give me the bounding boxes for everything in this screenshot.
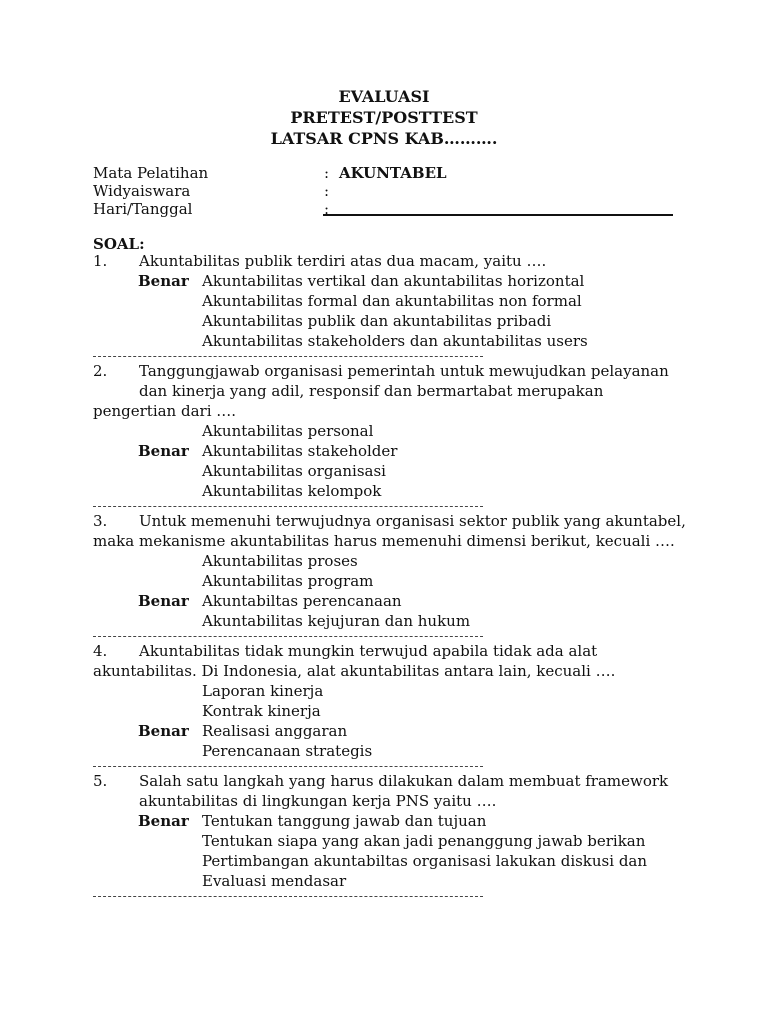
answer-option [93,721,693,741]
question-line [93,401,693,421]
answer-option [93,481,693,501]
meta-label: Widyaiswara [93,182,191,200]
answer-option-text: Akuntabilitas organisasi [202,462,386,480]
question-line [93,791,693,811]
answer-option-text: Perencanaan strategis [202,742,373,760]
correct-answer-marker: Benar [138,592,189,610]
question-text: Akuntabilitas tidak mungkin terwujud apabila tidak ada alat [139,642,598,660]
title-line-evaluasi: EVALUASI [338,87,430,106]
answer-option-text: Akuntabilitas kelompok [202,482,382,500]
answer-option [93,441,693,461]
soal-heading: SOAL: [93,235,145,253]
question-number: 1. [93,252,108,270]
answer-option [93,871,693,891]
answer-option-text: Laporan kinerja [202,682,324,700]
answer-option-text: Akuntabilitas proses [202,552,358,570]
meta-colon: : [324,164,330,182]
answer-option-text: Akuntabilitas kejujuran dan hukum [202,612,471,630]
question-divider [93,761,693,771]
answer-option-text: Akuntabilitas formal dan akuntabilitas non formal [202,292,582,310]
answer-option [93,851,693,871]
correct-answer-marker: Benar [138,442,189,460]
answer-option [93,421,693,441]
answer-option-text: Evaluasi mendasar [202,872,347,890]
correct-answer-marker: Benar [138,812,189,830]
meta-label: Mata Pelatihan [93,164,209,182]
question-text: dan kinerja yang adil, responsif dan bermartabat merupakan [139,382,604,400]
answer-option [93,331,693,351]
question-divider [93,351,693,361]
question-line [93,661,693,681]
question-line [93,511,693,531]
question-text: Tanggungjawab organisasi pemerintah untuk mewujudkan pelayanan [139,362,669,380]
answer-option-text: Realisasi anggaran [202,722,348,740]
answer-option [93,611,693,631]
question-divider [93,501,693,511]
meta-label: Hari/Tanggal [93,200,193,218]
question-text: akuntabilitas di lingkungan kerja PNS yaitu …. [139,792,497,810]
answer-option-text: Akuntabiltas perencanaan [202,592,402,610]
answer-option-text: Tentukan tanggung jawab dan tujuan [202,812,487,830]
question-text: pengertian dari …. [93,402,237,420]
question-number: 2. [93,362,108,380]
answer-option-text: Akuntabilitas publik dan akuntabilitas pribadi [202,312,552,330]
answer-option [93,811,693,831]
question-line [93,531,693,551]
question-text: maka mekanisme akuntabilitas harus memenuhi dimensi berikut, kecuali …. [93,532,675,550]
question-list [93,251,693,901]
question-line [93,641,693,661]
answer-option-text: Akuntabilitas personal [202,422,374,440]
meta-info [93,164,673,218]
answer-option [93,701,693,721]
question-text: Salah satu langkah yang harus dilakukan dalam membuat framework [139,772,669,790]
meta-value-mata-pelatihan: AKUNTABEL [339,164,447,182]
document-title [0,86,768,149]
answer-option [93,271,693,291]
question-item [93,361,693,511]
answer-option-text: Akuntabilitas vertikal dan akuntabilitas horizontal [202,272,585,290]
meta-row-mata-pelatihan [93,164,673,182]
answer-option-text: Pertimbangan akuntabiltas organisasi lakukan diskusi dan [202,852,648,870]
question-item [93,771,693,901]
question-line [93,251,693,271]
answer-option [93,291,693,311]
correct-answer-marker: Benar [138,272,189,290]
answer-option-text: Tentukan siapa yang akan jadi penanggung jawab berikan [202,832,646,850]
question-line [93,771,693,791]
title-line-latsar: LATSAR CPNS KAB………. [270,129,498,148]
correct-answer-marker: Benar [138,722,189,740]
answer-option [93,461,693,481]
question-item [93,641,693,771]
question-line [93,361,693,381]
question-divider [93,891,693,901]
meta-underline [323,214,673,216]
question-line [93,381,693,401]
answer-option [93,571,693,591]
answer-option-text: Kontrak kinerja [202,702,321,720]
question-text: akuntabilitas. Di Indonesia, alat akuntabilitas antara lain, kecuali …. [93,662,616,680]
question-text: Akuntabilitas publik terdiri atas dua macam, yaitu …. [139,252,547,270]
meta-colon: : [324,182,330,200]
title-line-pretest: PRETEST/POSTTEST [290,108,478,127]
question-text: Untuk memenuhi terwujudnya organisasi sektor publik yang akuntabel, [139,512,686,530]
answer-option [93,551,693,571]
answer-option [93,311,693,331]
question-number: 3. [93,512,108,530]
question-item [93,251,693,361]
answer-option-text: Akuntabilitas stakeholder [202,442,398,460]
meta-row-widyaiswara [93,182,673,200]
question-item [93,511,693,641]
answer-option [93,681,693,701]
answer-option [93,591,693,611]
answer-option-text: Akuntabilitas stakeholders dan akuntabilitas users [202,332,588,350]
question-number: 4. [93,642,108,660]
meta-colon: : [324,200,330,218]
answer-option-text: Akuntabilitas program [202,572,374,590]
question-divider [93,631,693,641]
answer-option [93,831,693,851]
answer-option [93,741,693,761]
question-number: 5. [93,772,108,790]
